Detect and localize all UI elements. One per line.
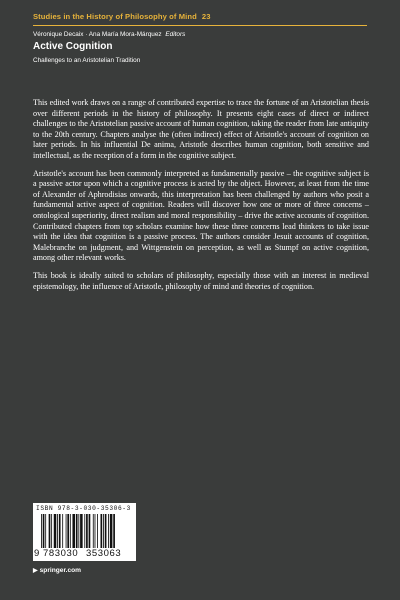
barcode-bar (59, 514, 61, 548)
barcode-bar (51, 514, 52, 548)
barcode-digits (33, 548, 136, 560)
barcode-bar (108, 514, 109, 548)
barcode-bar (57, 514, 58, 548)
barcode-bar (105, 514, 107, 548)
barcode-digits-left: 783030 (43, 548, 79, 559)
barcode-bar (78, 514, 79, 548)
series-rule (33, 25, 367, 26)
barcode-bar (84, 514, 85, 548)
editors-line (33, 31, 373, 38)
series-volume: 23 (201, 12, 211, 21)
barcode-bar (45, 514, 46, 548)
editors-role: Editors (165, 31, 186, 38)
barcode-bar (62, 514, 63, 548)
publisher-url: springer.com (39, 567, 82, 574)
series-title (33, 12, 373, 21)
right-triangle-icon: ▶ (33, 568, 38, 574)
barcode-bar (97, 514, 98, 548)
publisher-link[interactable] (33, 567, 81, 574)
description-paragraph: This book is ideally suited to scholars of philosophy, especially those with an interest in medieval epistemology, the influence of Aristotle, philosophy of mind and theories of cognition. (33, 270, 369, 291)
barcode-digit-first: 9 (34, 548, 40, 559)
description-paragraph: This edited work draws on a range of contributed expertise to trace the fortune of an Aristotelian thesis over different periods in the history of philosophy. It presents eight cases of direct or indirect challenges to the Aristotelian passive account of human cognition, taking the reader from late antiquity to the 20th century. Chapters analyse the (often indirect) effect of Aristotle's account of cognition on later periods. In his influential De anima, Aristotle describes human cognition, both sensitive and intellectual, as the reception of a form in the cognitive subject. (33, 98, 369, 160)
series-name: Studies in the History of Philosophy of Mind (33, 12, 197, 21)
barcode-bar (86, 514, 88, 548)
barcode-bar (95, 514, 96, 548)
barcode-bar (70, 514, 71, 548)
barcode-bar (110, 514, 113, 548)
barcode-bar (43, 514, 45, 548)
barcode-bar (89, 514, 91, 548)
barcode-bar (101, 514, 103, 548)
barcode-digits-right: 353063 (86, 548, 122, 559)
barcode-bar (66, 514, 67, 548)
barcode-bar (113, 514, 115, 548)
barcode-bar (103, 514, 104, 548)
barcode-bar (80, 514, 83, 548)
barcode-bar (72, 514, 75, 548)
description (33, 98, 369, 299)
barcode-bar (49, 514, 51, 548)
barcode-bar (93, 514, 94, 548)
description-paragraph: Aristotle's account has been commonly interpreted as fundamentally passive – the cognitive subject is a passive actor upon which a cognitive process is acted by the object. However, at least from the time of Alexander of Aphrodisias onwards, this interpretation has been challenged by authors who posit a fundamental active aspect of cognition. Readers will discover how one or more of three concerns – ontological superiority, direct realism and moral responsibility – drive the active accounts of cognition. Contributed chapters from top scholars examine how these three concerns lead thinkers to take issue with the idea that cognition is a passive process. The authors consider Jesuit accounts of cognition, Malebranche on judgment, and Wittgenstein on perception, as well as Stumpf on active cognition, among other relevant works. (33, 168, 369, 263)
isbn-barcode (33, 503, 136, 561)
book-title: Active Cognition (33, 41, 113, 52)
editor-names: Véronique Decaix · Ana María Mora-Márquez (33, 31, 162, 38)
barcode-bar (41, 514, 42, 548)
barcode-bar (54, 514, 57, 548)
barcode-bar (67, 514, 69, 548)
barcode-bars (41, 514, 129, 548)
barcode-bar (76, 514, 78, 548)
book-subtitle: Challenges to an Aristotelian Tradition (33, 57, 141, 64)
isbn-label: ISBN 978-3-030-35306-3 (36, 505, 131, 512)
